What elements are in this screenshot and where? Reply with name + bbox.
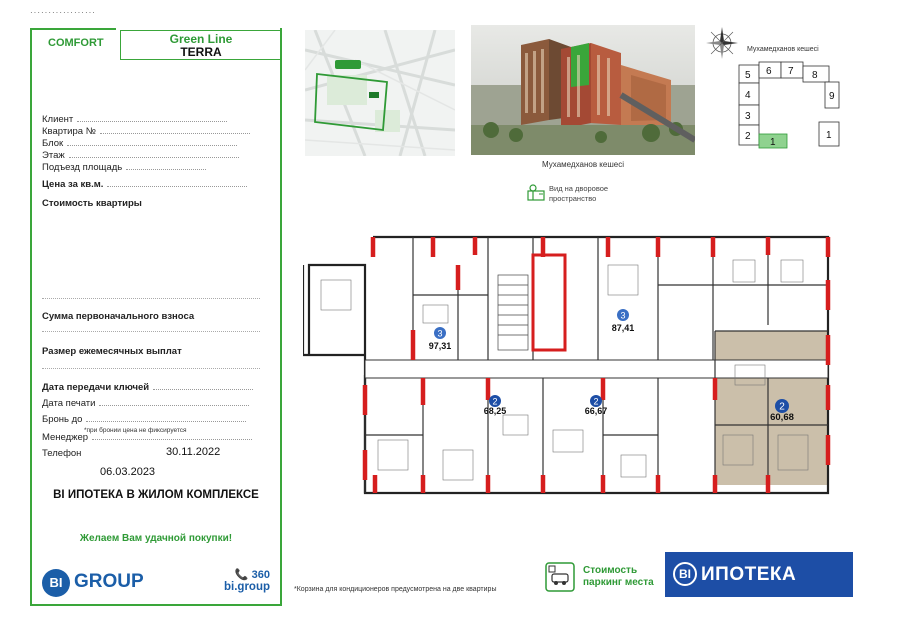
field-price-per-sqm-line	[107, 179, 247, 187]
apt-area-2: 87,41	[611, 323, 635, 333]
phone-value: 30.11.2022	[166, 446, 221, 458]
project-name-box	[120, 30, 282, 60]
field-apartment-no-label: Квартира №	[42, 126, 96, 137]
parking-cost-label	[583, 565, 654, 589]
parking-cost-block[interactable]	[545, 560, 663, 596]
bi-logo-text: GROUP	[74, 571, 144, 592]
field-monthly-payment-label: Размер ежемесячных выплат	[42, 346, 182, 357]
block-label-4: 4	[745, 90, 751, 101]
block-label-1: 1	[770, 137, 776, 148]
yard-view-label-2: пространство	[549, 194, 597, 203]
field-client-label: Клиент	[42, 114, 74, 125]
field-key-handover-line	[153, 382, 253, 390]
apt-rooms-3: 2	[492, 396, 498, 407]
field-block-label: Блок	[42, 138, 64, 149]
block-label-5: 5	[745, 70, 751, 81]
street-label: Мухамедханов кешесі	[542, 160, 624, 169]
field-entrance-area-line	[126, 162, 206, 170]
field-entrance-area	[42, 162, 260, 173]
field-phone-label: Телефон	[42, 448, 82, 459]
block-label-9: 9	[829, 91, 835, 102]
field-client	[42, 114, 260, 125]
bi-ipoteka-banner[interactable]	[665, 552, 853, 597]
bi-group-logo	[42, 568, 157, 598]
parking-icon	[545, 562, 575, 592]
monthly-payment-line	[42, 368, 260, 369]
apt-rooms-2: 3	[620, 310, 626, 321]
blocks-diagram	[737, 60, 857, 156]
field-booking-until-label: Бронь до	[42, 414, 83, 425]
block-label-8: 8	[812, 70, 818, 81]
field-floor-label: Этаж	[42, 150, 65, 161]
block-label-6: 6	[766, 66, 772, 77]
apartment-card	[30, 28, 282, 606]
project-name-line1: Green Line	[169, 32, 233, 46]
location-map-graphic	[305, 30, 455, 156]
yard-view-icon	[527, 183, 545, 201]
block-label-7: 7	[788, 66, 794, 77]
apt-area-5: 60,68	[770, 412, 794, 423]
cost-line	[42, 298, 260, 299]
down-payment-line	[42, 331, 260, 332]
contact-website[interactable]: bi.group	[224, 581, 270, 593]
compass-icon	[705, 26, 739, 60]
field-manager-label: Менеджер	[42, 432, 89, 443]
project-name-line2: TERRA	[180, 45, 222, 59]
field-apartment-no-line	[100, 126, 250, 134]
field-apartment-no	[42, 126, 260, 137]
contact-block	[224, 568, 270, 593]
apt-rooms-4: 2	[593, 396, 599, 407]
field-apartment-cost	[42, 198, 260, 209]
building-render	[471, 25, 695, 155]
contact-phone[interactable]: 📞 360	[234, 569, 270, 581]
location-map	[305, 30, 455, 156]
floor-plan	[303, 235, 834, 503]
field-block-line	[67, 138, 237, 146]
field-manager-line	[92, 432, 252, 440]
field-entrance-area-label: Подъезд площадь	[42, 162, 123, 173]
field-booking-until-line	[86, 414, 246, 422]
field-block	[42, 138, 260, 149]
field-down-payment-label: Сумма первоначального взноса	[42, 311, 195, 322]
apt-area-4: 66,67	[584, 406, 608, 416]
bi-mortgage-title: BI ИПОТЕКА В ЖИЛОМ КОМПЛЕКСЕ	[53, 489, 259, 501]
block-label-2: 2	[745, 131, 751, 142]
parking-line-1: Стоимость	[583, 565, 638, 576]
field-down-payment	[42, 311, 260, 322]
field-key-handover	[42, 382, 260, 393]
parking-line-2: паркинг места	[583, 577, 654, 588]
apt-area-3: 68,25	[483, 406, 507, 416]
building-render-graphic	[471, 25, 695, 155]
block-label-1-right: 1	[826, 130, 832, 141]
header-tiny-text: ··················	[30, 8, 96, 17]
field-monthly-payment	[42, 346, 260, 357]
field-booking-until	[42, 414, 260, 425]
ipoteka-logo-circle: BI	[673, 562, 697, 586]
class-label: COMFORT	[48, 37, 104, 49]
field-price-per-sqm	[42, 179, 260, 190]
yard-view-label-1: Вид на дворовое	[549, 184, 609, 193]
field-floor-line	[69, 150, 239, 158]
selected-apartment-fill	[715, 331, 827, 485]
date-value: 06.03.2023	[100, 466, 156, 478]
bi-logo-circle: BI	[42, 569, 70, 597]
field-manager	[42, 432, 260, 443]
field-print-date	[42, 398, 260, 409]
card-top-border	[30, 28, 116, 30]
apt-rooms-1: 3	[437, 328, 443, 339]
field-floor	[42, 150, 260, 161]
apt-rooms-5: 2	[779, 401, 785, 413]
block-label-3: 3	[745, 111, 751, 122]
field-apartment-cost-label: Стоимость квартиры	[42, 198, 142, 209]
compass-street-label: Мухамедханов кешесі	[747, 46, 819, 53]
field-client-line	[77, 114, 227, 122]
field-key-handover-label: Дата передачи ключей	[42, 382, 150, 393]
yard-view-label	[549, 184, 608, 204]
ac-footnote: *Корзина для кондиционеров предусмотрена на две квартиры	[294, 586, 497, 593]
field-print-date-label: Дата печати	[42, 398, 96, 409]
field-phone	[42, 448, 260, 459]
field-price-per-sqm-label: Цена за кв.м.	[42, 179, 104, 190]
price-note: *при бронии цена не фиксируется	[84, 427, 187, 434]
ipoteka-logo-text: ИПОТЕКА	[701, 564, 797, 585]
apt-area-1: 97,31	[428, 341, 452, 351]
wish-text: Желаем Вам удачной покупки!	[79, 533, 233, 544]
field-print-date-line	[99, 398, 249, 406]
